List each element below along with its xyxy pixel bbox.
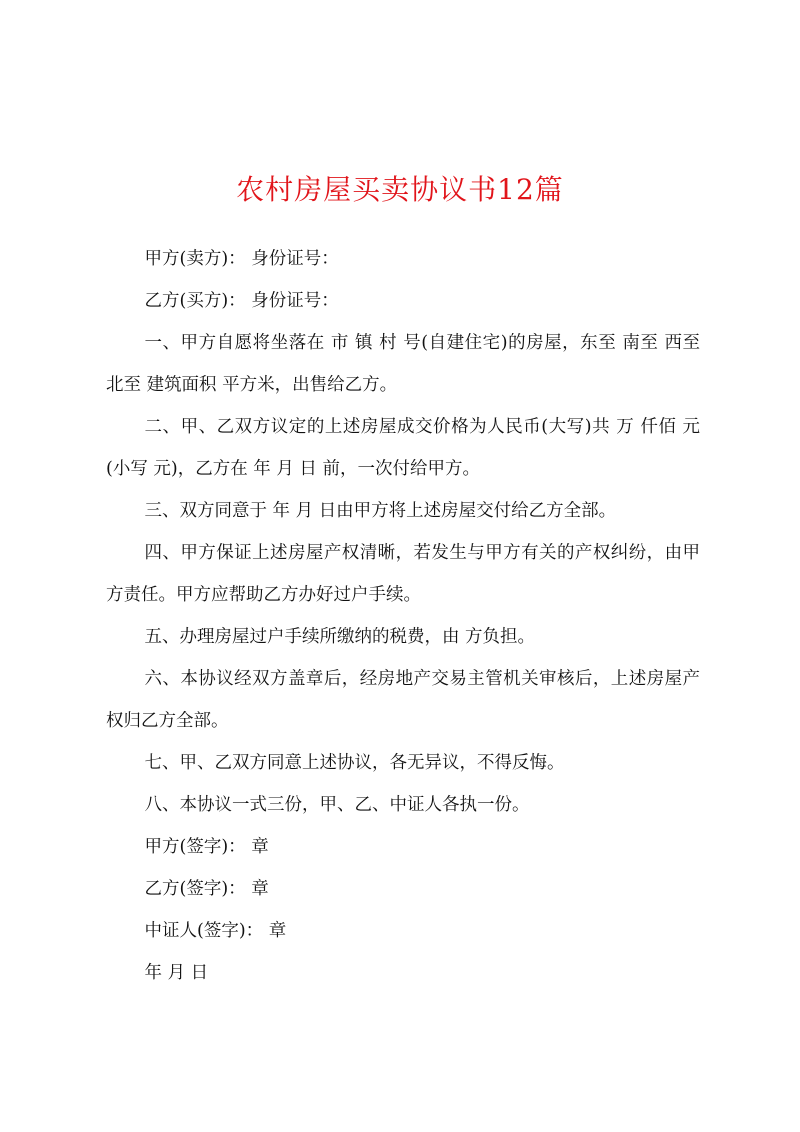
clause-8: 八、本协议一式三份，甲、乙、中证人各执一份。 [144,795,530,815]
clause-5: 五、办理房屋过户手续所缴纳的税费，由 方负担。 [144,627,536,647]
date-line: 年 月 日 [144,963,209,983]
clause-1: 一、甲方自愿将坐落在 市 镇 村 号(自建住宅)的房屋，东至 南至 西至 北至 建筑面积 平方米，出售给乙方。 [106,333,700,395]
clause-6: 六、本协议经双方盖章后，经房地产交易主管机关审核后，上述房屋产权归乙方全部。 [106,669,700,731]
clause-3: 三、双方同意于 年 月 日由甲方将上述房屋交付给乙方全部。 [144,501,617,521]
document-body [106,238,700,994]
signature-witness: 中证人(签字)： 章 [144,921,287,941]
party-b-line: 乙方(买方)： 身份证号： [144,291,339,311]
party-a-line: 甲方(卖方)： 身份证号： [144,249,339,269]
clause-7: 七、甲、乙双方同意上述协议，各无异议，不得反悔。 [144,753,565,773]
clause-4: 四、甲方保证上述房屋产权清晰，若发生与甲方有关的产权纠纷，由甲方责任。甲方应帮助乙方办好过户手续。 [106,543,700,605]
clause-2: 二、甲、乙双方议定的上述房屋成交价格为人民币(大写)共 万 仟佰 元(小写 元)，乙方在 年 月 日 前，一次付给甲方。 [106,417,700,479]
signature-party-b: 乙方(签字)： 章 [144,879,269,899]
signature-party-a: 甲方(签字)： 章 [144,837,269,857]
document-title: 农村房屋买卖协议书12篇 [236,173,564,206]
